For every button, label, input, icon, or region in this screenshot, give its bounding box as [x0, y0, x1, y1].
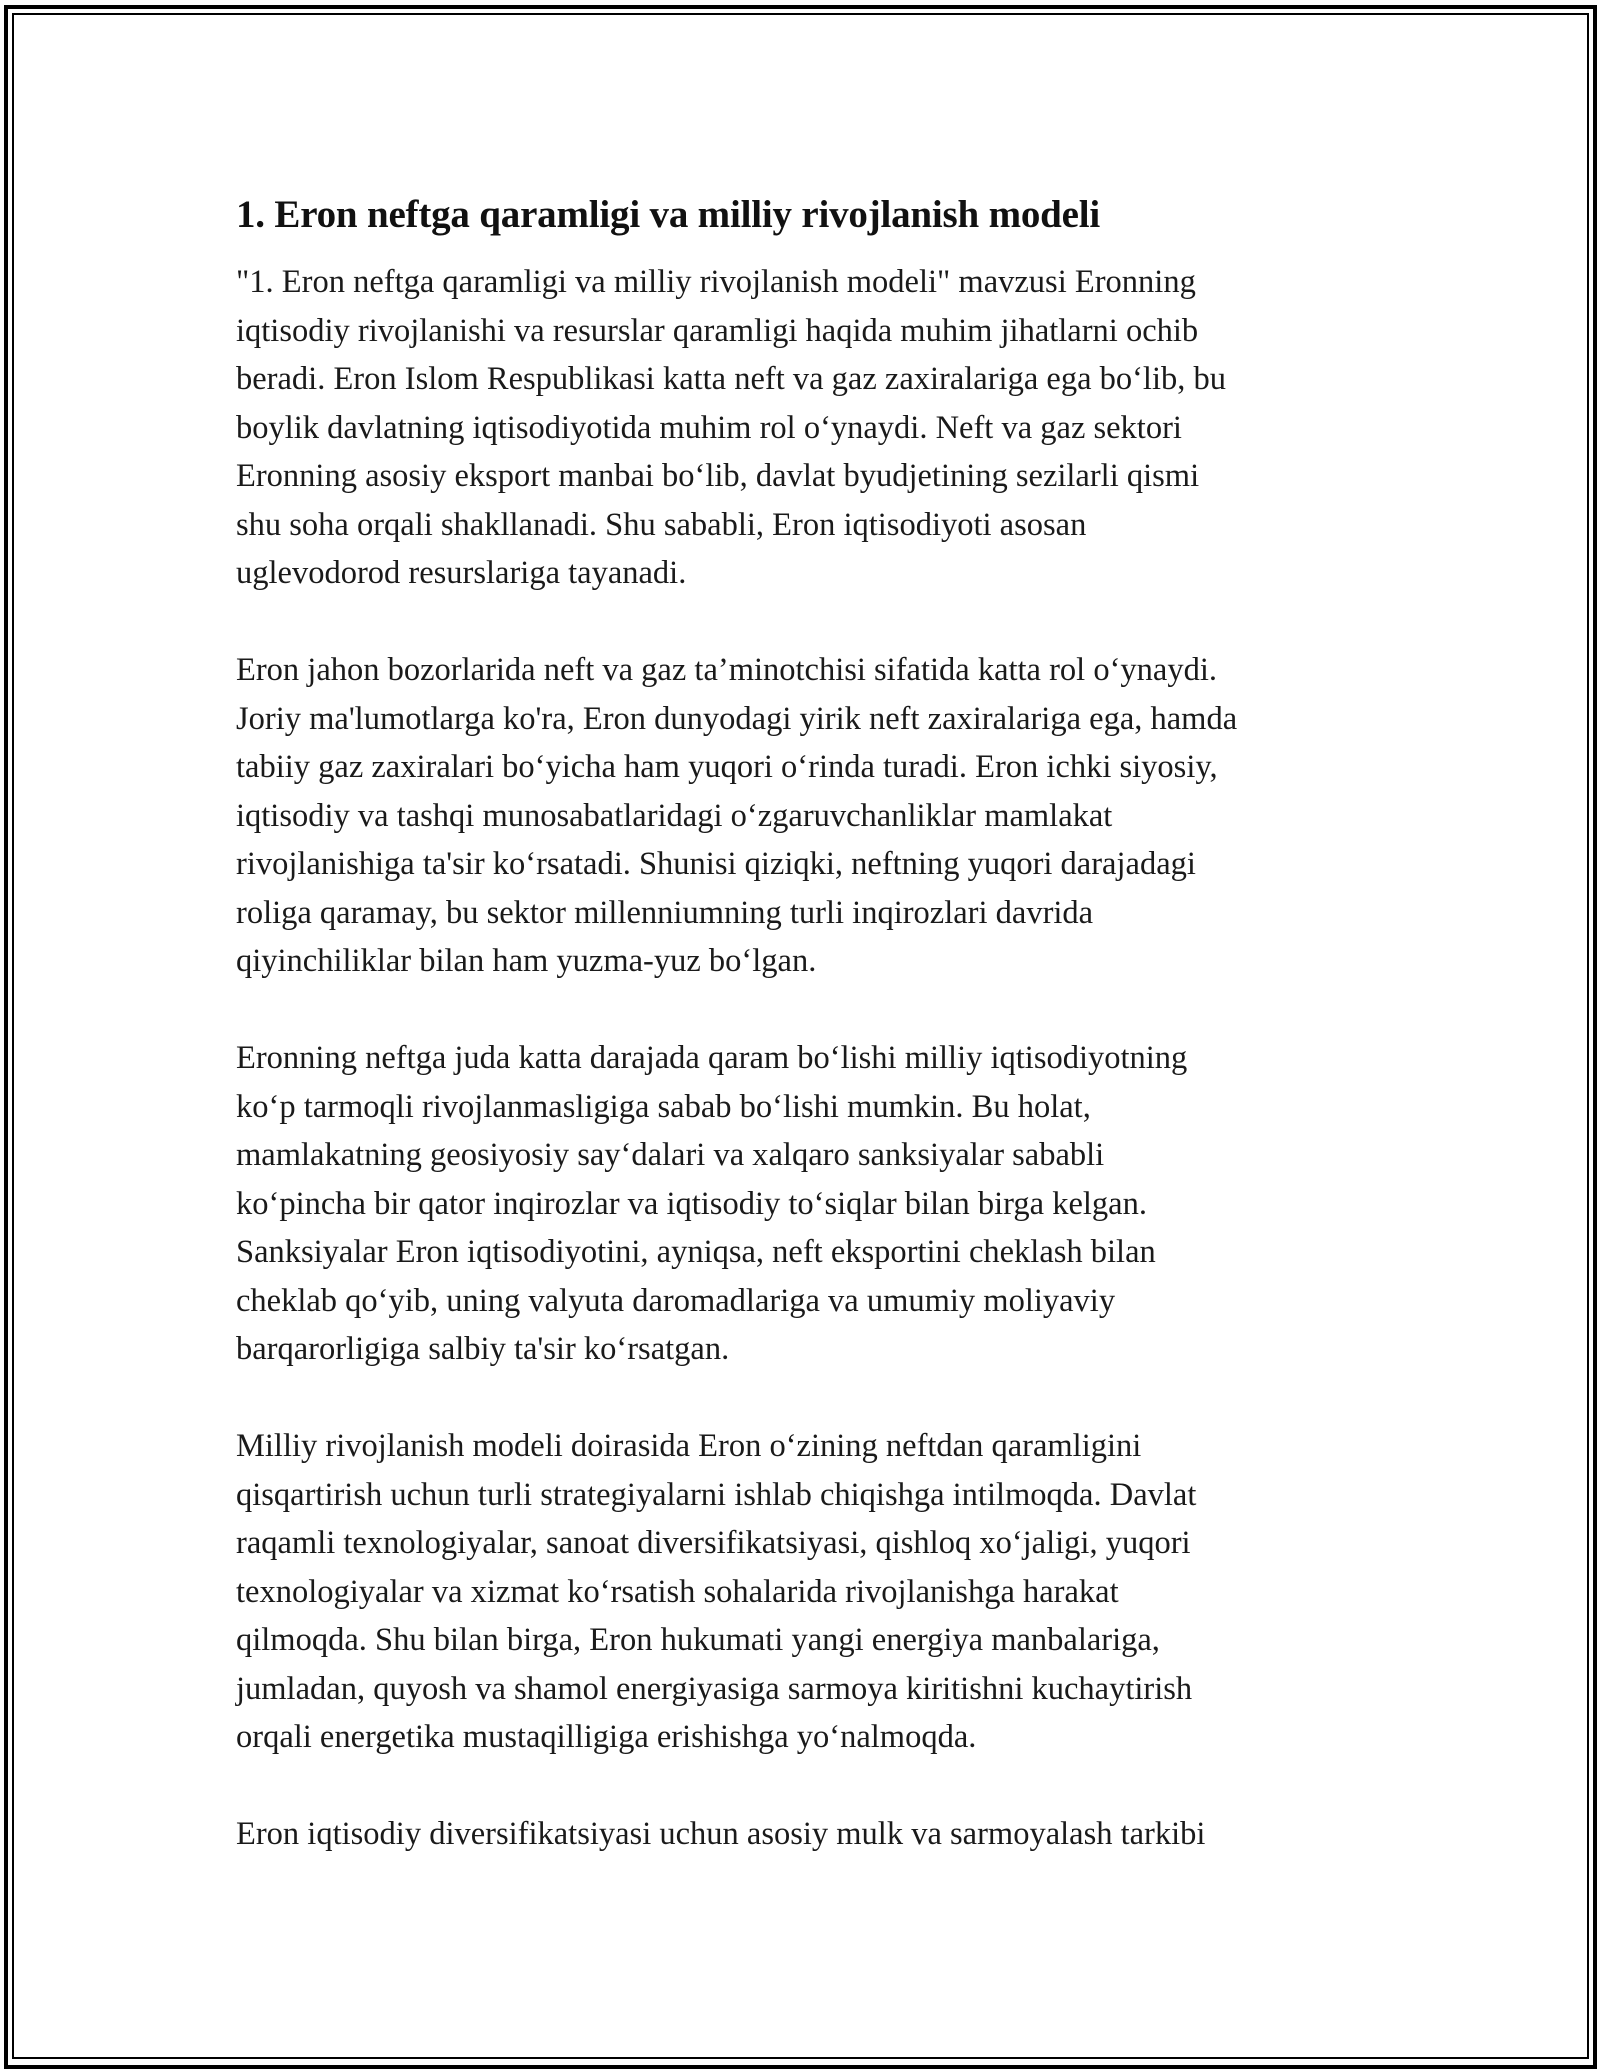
text-line: qilmoqda. Shu bilan birga, Eron hukumati yangi energiya manbalariga,	[236, 1622, 1160, 1658]
paragraph-1	[236, 258, 1386, 598]
text-line: Eron jahon bozorlarida neft va gaz ta’minotchisi sifatida katta rol o‘ynaydi.	[236, 652, 1217, 688]
text-line: Eron iqtisodiy diversifikatsiyasi uchun asosiy mulk va sarmoyalash tarkibi	[236, 1816, 1206, 1852]
text-line: raqamli texnologiyalar, sanoat diversifikatsiyasi, qishloq xo‘jaligi, yuqori	[236, 1525, 1191, 1561]
document-body	[236, 180, 1386, 1907]
text-line: roliga qaramay, bu sektor millenniumning turli inqirozlari davrida	[236, 894, 1094, 931]
paragraph-4	[236, 1422, 1386, 1762]
text-line: iqtisodiy va tashqi munosabatlaridagi o‘zgaruvchanliklar mamlakat	[236, 797, 1113, 834]
text-line: barqarorligiga salbiy ta'sir ko‘rsatgan.	[236, 1331, 730, 1367]
text-line: orqali energetika mustaqilligiga erishishga yo‘nalmoqda.	[236, 1719, 977, 1755]
text-line: jumladan, quyosh va shamol energiyasiga sarmoya kiritishni kuchaytirish	[236, 1670, 1193, 1707]
paragraph-3	[236, 1034, 1386, 1374]
text-line: iqtisodiy rivojlanishi va resurslar qaramligi haqida muhim jihatlarni ochib	[236, 312, 1199, 349]
text-line: Milliy rivojlanish modeli doirasida Eron o‘zining neftdan qaramligini	[236, 1428, 1142, 1464]
text-line: rivojlanishiga ta'sir ko‘rsatadi. Shunisi qiziqki, neftning yuqori darajadagi	[236, 846, 1196, 882]
text-line: Sanksiyalar Eron iqtisodiyotini, ayniqsa, neft eksportini cheklash bilan	[236, 1234, 1156, 1270]
paragraph-2	[236, 646, 1386, 986]
text-line: mamlakatning geosiyosiy say‘dalari va xalqaro sanksiyalar sababli	[236, 1137, 1105, 1173]
text-line: boylik davlatning iqtisodiyotida muhim rol o‘ynaydi. Neft va gaz sektori	[236, 409, 1182, 446]
text-line: Eronning neftga juda katta darajada qaram bo‘lishi milliy iqtisodiyotning	[236, 1040, 1188, 1076]
text-line: Joriy ma'lumotlarga ko'ra, Eron dunyodagi yirik neft zaxiralariga ega, hamda	[236, 700, 1238, 737]
section-heading: 1. Eron neftga qaramligi va milliy rivojlanish modeli	[236, 193, 1101, 236]
text-line: qisqartirish uchun turli strategiyalarni ishlab chiqishga intilmoqda. Davlat	[236, 1476, 1197, 1513]
paragraph-5	[236, 1810, 1386, 1859]
text-line: "1. Eron neftga qaramligi va milliy rivojlanish modeli" mavzusi Eronning	[236, 264, 1196, 300]
text-line: qiyinchiliklar bilan ham yuzma-yuz bo‘lgan.	[236, 943, 817, 979]
text-line: Eronning asosiy eksport manbai bo‘lib, davlat byudjetining sezilarli qismi	[236, 458, 1200, 494]
text-line: texnologiyalar va xizmat ko‘rsatish sohalarida rivojlanishga harakat	[236, 1573, 1119, 1610]
text-line: beradi. Eron Islom Respublikasi katta neft va gaz zaxiralariga ega bo‘lib, bu	[236, 361, 1226, 397]
text-line: cheklab qo‘yib, uning valyuta daromadlariga va umumiy moliyaviy	[236, 1282, 1116, 1319]
text-line: shu soha orqali shakllanadi. Shu sababli, Eron iqtisodiyoti asosan	[236, 506, 1087, 543]
text-line: ko‘pincha bir qator inqirozlar va iqtisodiy to‘siqlar bilan birga kelgan.	[236, 1185, 1147, 1222]
text-line: tabiiy gaz zaxiralari bo‘yicha ham yuqori o‘rinda turadi. Eron ichki siyosiy,	[236, 749, 1218, 785]
text-line: ko‘p tarmoqli rivojlanmasligiga sabab bo‘lishi mumkin. Bu holat,	[236, 1088, 1091, 1125]
text-line: uglevodorod resurslariga tayanadi.	[236, 555, 687, 591]
